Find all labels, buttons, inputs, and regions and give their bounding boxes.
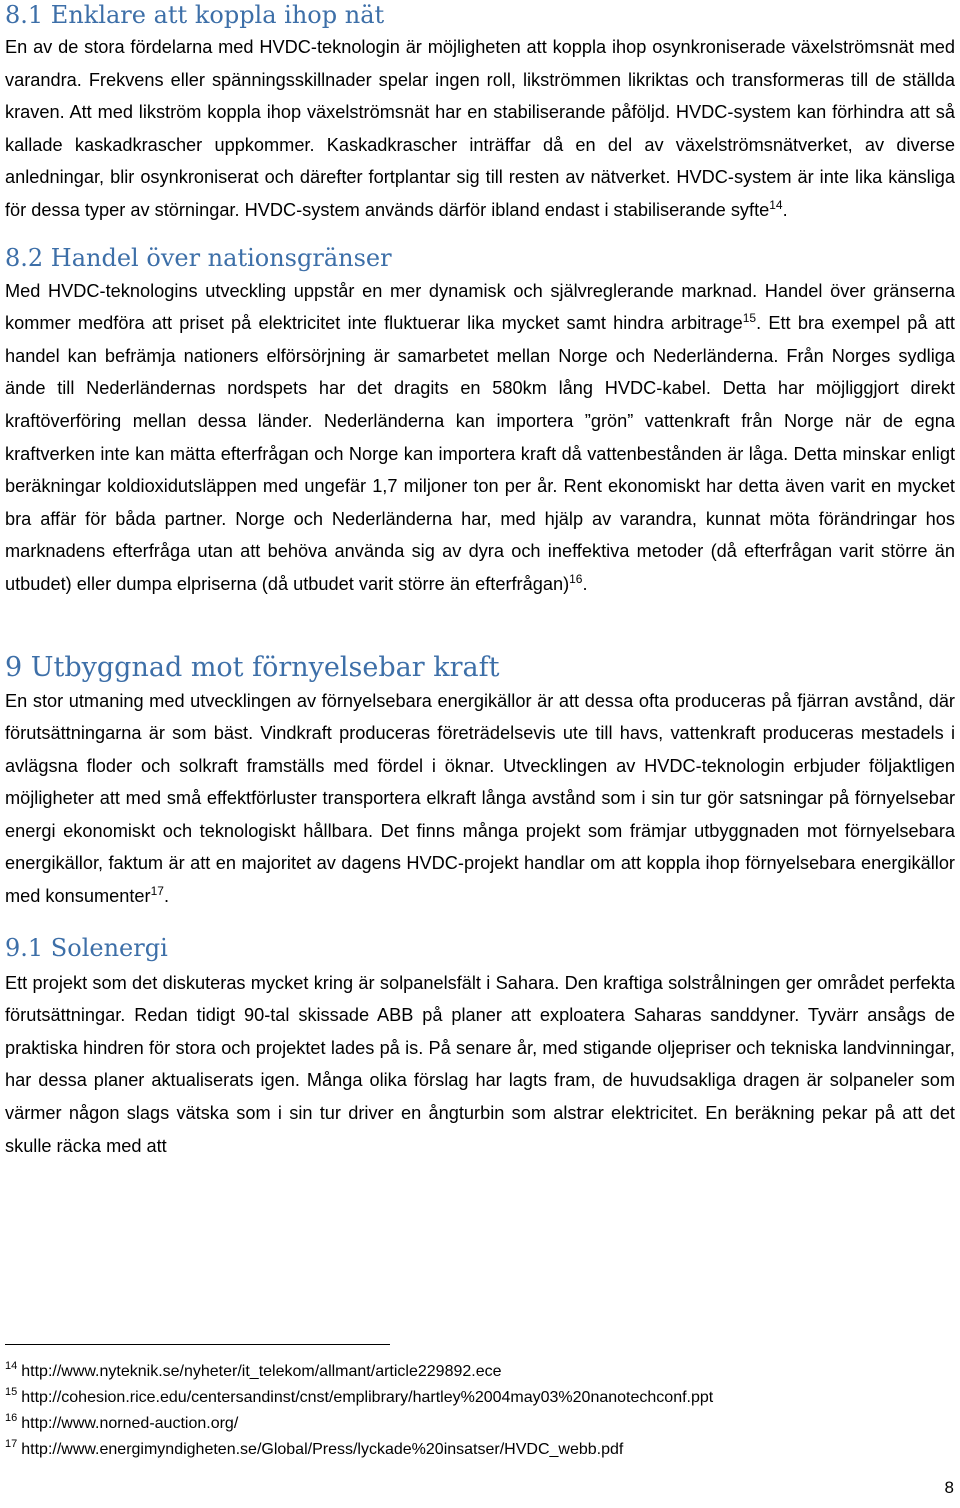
footnote-16 (5, 1411, 955, 1437)
footnote-link[interactable]: http://cohesion.rice.edu/centersandinst/cnst/emplibrary/hartley%2004may03%20nanotechconf.ppt (21, 1389, 714, 1406)
section-heading-9-1: 9.1 Solenergi (5, 933, 168, 962)
paragraph-text: En stor utmaning med utvecklingen av förnyelsebara energikällor är att dessa ofta produceras på fjärran avstånd, där förutsättningarna är som bäst. Vindkraft produceras företrädelsevis ute till havs, vattenkraft produceras mestadels i avlägsna floder och solkraft framställs med fördel i öknar. Utvecklingen av HVDC-teknologin erbjuder följaktligen möjligheter att med små effektförluster transportera elkraft långa avstånd som i sin tur gör satsningar på förnyelsebar energi ekonomiskt och teknologiskt hållbara. Det finns många projekt som främjar utbyggnaden mot förnyelsebara energikällor, faktum är att en majoritet av dagens HVDC-projekt handlar om att koppla ihop förnyelsebara energikällor med konsumenter (5, 690, 955, 907)
paragraph-text: . (582, 573, 588, 594)
paragraph-text: . Ett bra exempel på att handel kan befrämja nationers elförsörjning är samarbetet mellan Norge och Nederländerna. Från Norges sydliga ände till Nederländernas nordspets har det dragits en 580km lång HVDC-kabel. Detta har möjliggjort direkt kraftöverföring mellan dessa länder. Nederländerna kan importera ”grön” vattenkraft från Norge när de egna kraftverken inte kan mätta efterfrågan och Norge kan importera kraft då vattenbestånden är låga. Detta minskar enligt beräkningar koldioxidutsläppen med ungefär 1,7 miljoner ton per år. Rent ekonomiskt har detta även varit en mycket bra affär för båda partner. Norge och Nederländerna har, med hjälp av varandra, kunnat möta förändringar hos marknadens efterfråga utan att behöva använda sig av dyra och ineffektiva metoder (då efterfrågan varit större än utbudet) eller dumpa elpriserna (då utbudet varit större än efterfrågan) (5, 313, 955, 594)
paragraph-text: . (163, 886, 169, 907)
document-page (5, 0, 955, 1162)
section-heading-9: 9 Utbyggnad mot förnyelsebar kraft (5, 651, 500, 683)
footnote-ref-15[interactable]: 15 (742, 311, 757, 326)
footnote-link[interactable]: http://www.nyteknik.se/nyheter/it_telekom/allmant/article229892.ece (21, 1363, 502, 1380)
section-paragraph-9 (5, 685, 955, 913)
paragraph-text: Med HVDC-teknologins utveckling uppstår en mer dynamisk och självreglerande marknad. Handel över gränserna kommer medföra att priset på elektricitet inte fluktuerar lika mycket samt hindra arbitrage (5, 280, 955, 334)
footnote-link[interactable]: http://www.energimyndigheten.se/Global/Press/lyckade%20insatser/HVDC_webb.pdf (21, 1441, 624, 1458)
footnote-divider (5, 1344, 390, 1345)
footnote-number: 17 (5, 1438, 18, 1450)
paragraph-text: Ett projekt som det diskuteras mycket kring är solpanelsfält i Sahara. Den kraftiga solstrålningen ger området perfekta förutsättningar. Redan tidigt 90-tal skissade ABB på planer att exploatera Saharas sanddyner. Tyvärr ansågs de praktiska hindren för stora och projektet lades på is. På senare år, med stigande oljepriser och tekniska landvinningar, har dessa planer aktualiserats igen. Många olika förslag har lagts fram, de huvudsakliga dragen är solpaneler som värmer någon slags vätska som i sin tur driver en ångturbin som alstrar elektricitet. En beräkning pekar på att det skulle räcka med att (5, 972, 955, 1156)
footnote-ref-16[interactable]: 16 (569, 571, 583, 586)
footnote-ref-17[interactable]: 17 (150, 884, 164, 899)
footnote-17 (5, 1437, 955, 1463)
paragraph-text: En av de stora fördelarna med HVDC-teknologin är möjligheten att koppla ihop osynkroniserade växelströmsnät med varandra. Frekvens eller spänningsskillnader spelar ingen roll, likströmmen likriktas och transformeras till de ställda kraven. Att med likström koppla ihop växelströmsnät har en stabiliserande påföljd. HVDC-system kan förhindra att så kallade kaskadkrascher uppkommer. Kaskadkrascher inträffar då en del av växelströmsnätverket, av diverse anledningar, blir osynkroniserat och därefter fortplantar sig till resten av nätverket. HVDC-system är inte lika känsliga för dessa typer av störningar. HVDC-system används därför ibland endast i stabiliserande syfte (5, 37, 955, 220)
paragraph-text: . (782, 199, 788, 220)
section-paragraph-9-1 (5, 967, 955, 1163)
footnote-number: 16 (5, 1412, 18, 1424)
footnote-14 (5, 1359, 955, 1385)
footnote-number: 15 (5, 1386, 18, 1398)
section-paragraph-8-1 (5, 31, 955, 227)
footnotes (5, 1344, 955, 1463)
section-heading-8-2: 8.2 Handel över nationsgränser (5, 243, 392, 272)
section-heading-8-1: 8.1 Enklare att koppla ihop nät (5, 1, 385, 29)
footnote-link[interactable]: http://www.norned-auction.org/ (21, 1415, 239, 1432)
footnote-15 (5, 1385, 955, 1411)
section-paragraph-8-2 (5, 275, 955, 601)
footnote-ref-14[interactable]: 14 (769, 197, 783, 212)
footnote-number: 14 (5, 1360, 18, 1372)
page-number: 8 (944, 1478, 954, 1497)
